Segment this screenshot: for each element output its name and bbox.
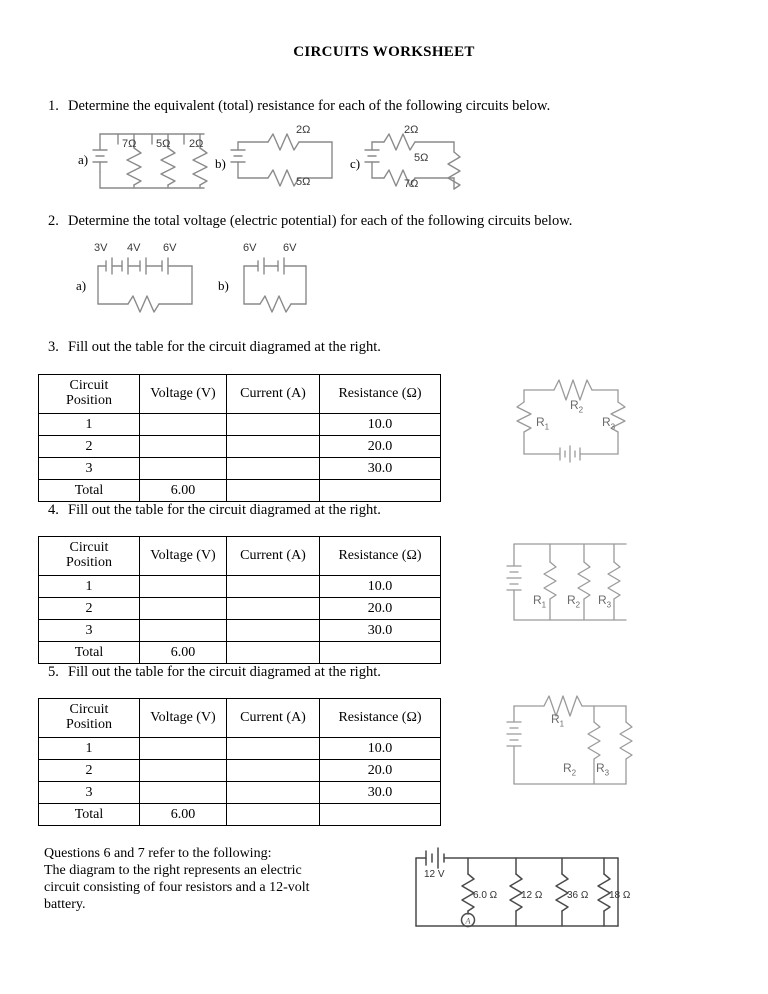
cell-position: 1	[39, 414, 140, 436]
header-pos-line2: Position	[66, 717, 112, 732]
q3-resistor-3-label: $R_3$	[602, 415, 616, 432]
table-row	[39, 782, 441, 804]
q67-resistor-2-value: 12 Ω	[521, 890, 543, 901]
header-current: Current (A)	[227, 537, 320, 576]
header-circuit-position	[39, 699, 140, 738]
cell-current[interactable]	[227, 760, 320, 782]
cell-position: 1	[39, 738, 140, 760]
cell-voltage: 6.00	[140, 480, 227, 502]
footer-line-4: battery.	[44, 897, 86, 912]
footer-paragraph	[44, 845, 374, 913]
table-row	[39, 458, 441, 480]
header-circuit-position	[39, 537, 140, 576]
question-1-number: 1.	[48, 98, 59, 114]
q1a-resistor-2-value: 5Ω	[156, 138, 171, 150]
q1a-resistor-1-value: 7Ω	[122, 138, 137, 150]
q5-resistor-1-label: $R_1$	[551, 712, 565, 729]
question-5-number: 5.	[48, 664, 59, 680]
table-row	[39, 598, 441, 620]
question-2-number: 2.	[48, 213, 59, 229]
cell-resistance: 30.0	[320, 620, 441, 642]
question-4-body: Fill out the table for the circuit diagramed at the right.	[68, 502, 381, 518]
table-row	[39, 738, 441, 760]
q67-resistor-1-value: 6.0 Ω	[473, 890, 498, 901]
cell-resistance: 20.0	[320, 436, 441, 458]
q67-circuit-diagram	[412, 846, 631, 934]
header-voltage: Voltage (V)	[140, 375, 227, 414]
cell-resistance: 10.0	[320, 738, 441, 760]
cell-current[interactable]	[227, 642, 320, 664]
question-3-number: 3.	[48, 339, 59, 355]
header-pos-line1: Circuit	[69, 540, 109, 556]
q2a-battery-1-value: 3V	[94, 242, 108, 254]
table-header-row	[39, 699, 441, 738]
q67-resistor-3-value: 36 Ω	[567, 890, 589, 901]
q2-part-a-label: a)	[76, 278, 87, 293]
q5-circuit-diagram	[506, 688, 634, 794]
q1a-resistor-3-value: 2Ω	[189, 138, 204, 150]
cell-voltage[interactable]	[140, 782, 227, 804]
q4-resistor-2-label: $R_2$	[567, 593, 581, 610]
q2-part-b-label: b)	[218, 278, 229, 293]
page-title: CIRCUITS WORKSHEET	[293, 44, 475, 60]
table-row-total	[39, 480, 441, 502]
cell-resistance: 20.0	[320, 760, 441, 782]
q2-circuit-a-diagram	[94, 258, 198, 312]
cell-voltage[interactable]	[140, 738, 227, 760]
cell-voltage[interactable]	[140, 760, 227, 782]
header-pos-line1: Circuit	[69, 378, 109, 394]
cell-position: 3	[39, 458, 140, 480]
cell-resistance: 10.0	[320, 576, 441, 598]
table-row-total	[39, 804, 441, 826]
header-resistance: Resistance (Ω)	[320, 537, 441, 576]
cell-resistance[interactable]	[320, 480, 441, 502]
cell-voltage[interactable]	[140, 620, 227, 642]
header-pos-line2: Position	[66, 393, 112, 408]
footer-line-2: The diagram to the right represents an electric	[44, 863, 302, 878]
q1-part-b-label: b)	[215, 156, 226, 171]
table-question-5	[38, 698, 441, 826]
footer-line-3: circuit consisting of four resistors and a 12-volt	[44, 880, 310, 895]
q2a-battery-2-value: 4V	[127, 242, 141, 254]
q1-part-c-label: c)	[350, 156, 361, 171]
cell-voltage: 6.00	[140, 642, 227, 664]
q4-circuit-diagram	[506, 536, 634, 628]
cell-voltage[interactable]	[140, 576, 227, 598]
cell-position: 2	[39, 760, 140, 782]
q4-resistor-3-label: $R_3$	[598, 593, 612, 610]
cell-current[interactable]	[227, 576, 320, 598]
table-question-3	[38, 374, 441, 502]
cell-voltage: 6.00	[140, 804, 227, 826]
header-current: Current (A)	[227, 699, 320, 738]
q5-resistor-3-label: $R_3$	[596, 761, 610, 778]
cell-voltage[interactable]	[140, 436, 227, 458]
question-4-number: 4.	[48, 502, 59, 518]
cell-resistance[interactable]	[320, 642, 441, 664]
cell-current[interactable]	[227, 458, 320, 480]
header-pos-line2: Position	[66, 555, 112, 570]
cell-current[interactable]	[227, 782, 320, 804]
table-row	[39, 414, 441, 436]
cell-current[interactable]	[227, 414, 320, 436]
q2-circuit-b-diagram	[240, 258, 312, 312]
header-resistance: Resistance (Ω)	[320, 699, 441, 738]
question-4-text	[48, 502, 381, 519]
header-pos-line1: Circuit	[69, 702, 109, 718]
table-row	[39, 620, 441, 642]
question-5-text	[48, 664, 381, 681]
header-resistance: Resistance (Ω)	[320, 375, 441, 414]
q5-resistor-2-label: $R_2$	[563, 761, 577, 778]
cell-resistance: 30.0	[320, 782, 441, 804]
q1c-resistor-3-value: 7Ω	[404, 178, 419, 190]
q1b-resistor-1-value: 2Ω	[296, 124, 311, 136]
q67-resistor-4-value: 18 Ω	[609, 890, 631, 901]
question-1-text	[48, 98, 550, 115]
cell-voltage[interactable]	[140, 458, 227, 480]
table-header-row	[39, 537, 441, 576]
q2b-battery-2-value: 6V	[283, 242, 297, 254]
q3-resistor-1-label: $R_1$	[536, 415, 550, 432]
header-current: Current (A)	[227, 375, 320, 414]
cell-voltage[interactable]	[140, 414, 227, 436]
cell-position: Total	[39, 642, 140, 664]
cell-position: Total	[39, 804, 140, 826]
question-3-text	[48, 339, 381, 356]
question-5-body: Fill out the table for the circuit diagramed at the right.	[68, 664, 381, 680]
q67-battery-label: 12 V	[424, 869, 445, 880]
question-2-text	[48, 213, 572, 230]
cell-position: 3	[39, 620, 140, 642]
q1-circuit-b-diagram	[232, 124, 340, 196]
q3-resistor-2-label: $R_2$	[570, 398, 584, 415]
cell-position: 3	[39, 782, 140, 804]
cell-resistance: 20.0	[320, 598, 441, 620]
header-circuit-position	[39, 375, 140, 414]
q2b-battery-1-value: 6V	[243, 242, 257, 254]
table-row	[39, 576, 441, 598]
q1c-resistor-1-value: 2Ω	[404, 124, 419, 136]
footer-line-1: Questions 6 and 7 refer to the following:	[44, 846, 272, 861]
cell-current[interactable]	[227, 436, 320, 458]
cell-current[interactable]	[227, 804, 320, 826]
cell-current[interactable]	[227, 480, 320, 502]
cell-current[interactable]	[227, 738, 320, 760]
cell-resistance: 30.0	[320, 458, 441, 480]
question-2-body: Determine the total voltage (electric potential) for each of the following circuits below.	[68, 213, 573, 229]
q3-circuit-diagram	[506, 366, 636, 474]
cell-position: 1	[39, 576, 140, 598]
header-voltage: Voltage (V)	[140, 537, 227, 576]
cell-current[interactable]	[227, 598, 320, 620]
q1b-resistor-2-value: 5Ω	[296, 176, 311, 188]
q4-resistor-1-label: $R_1$	[533, 593, 547, 610]
question-3-body: Fill out the table for the circuit diagramed at the right.	[68, 339, 381, 355]
table-header-row	[39, 375, 441, 414]
table-row	[39, 760, 441, 782]
cell-position: Total	[39, 480, 140, 502]
table-row	[39, 436, 441, 458]
q2a-battery-3-value: 6V	[163, 242, 177, 254]
q1c-resistor-2-value: 5Ω	[414, 152, 429, 164]
cell-voltage[interactable]	[140, 598, 227, 620]
q1-part-a-label: a)	[78, 152, 89, 167]
question-1-body: Determine the equivalent (total) resistance for each of the following circuits below.	[68, 98, 551, 114]
header-voltage: Voltage (V)	[140, 699, 227, 738]
svg-text:A: A	[465, 916, 471, 926]
cell-resistance: 10.0	[320, 414, 441, 436]
table-row-total	[39, 642, 441, 664]
q1-circuit-a-diagram	[96, 126, 208, 194]
cell-position: 2	[39, 598, 140, 620]
cell-position: 2	[39, 436, 140, 458]
cell-resistance[interactable]	[320, 804, 441, 826]
table-question-4	[38, 536, 441, 664]
cell-current[interactable]	[227, 620, 320, 642]
